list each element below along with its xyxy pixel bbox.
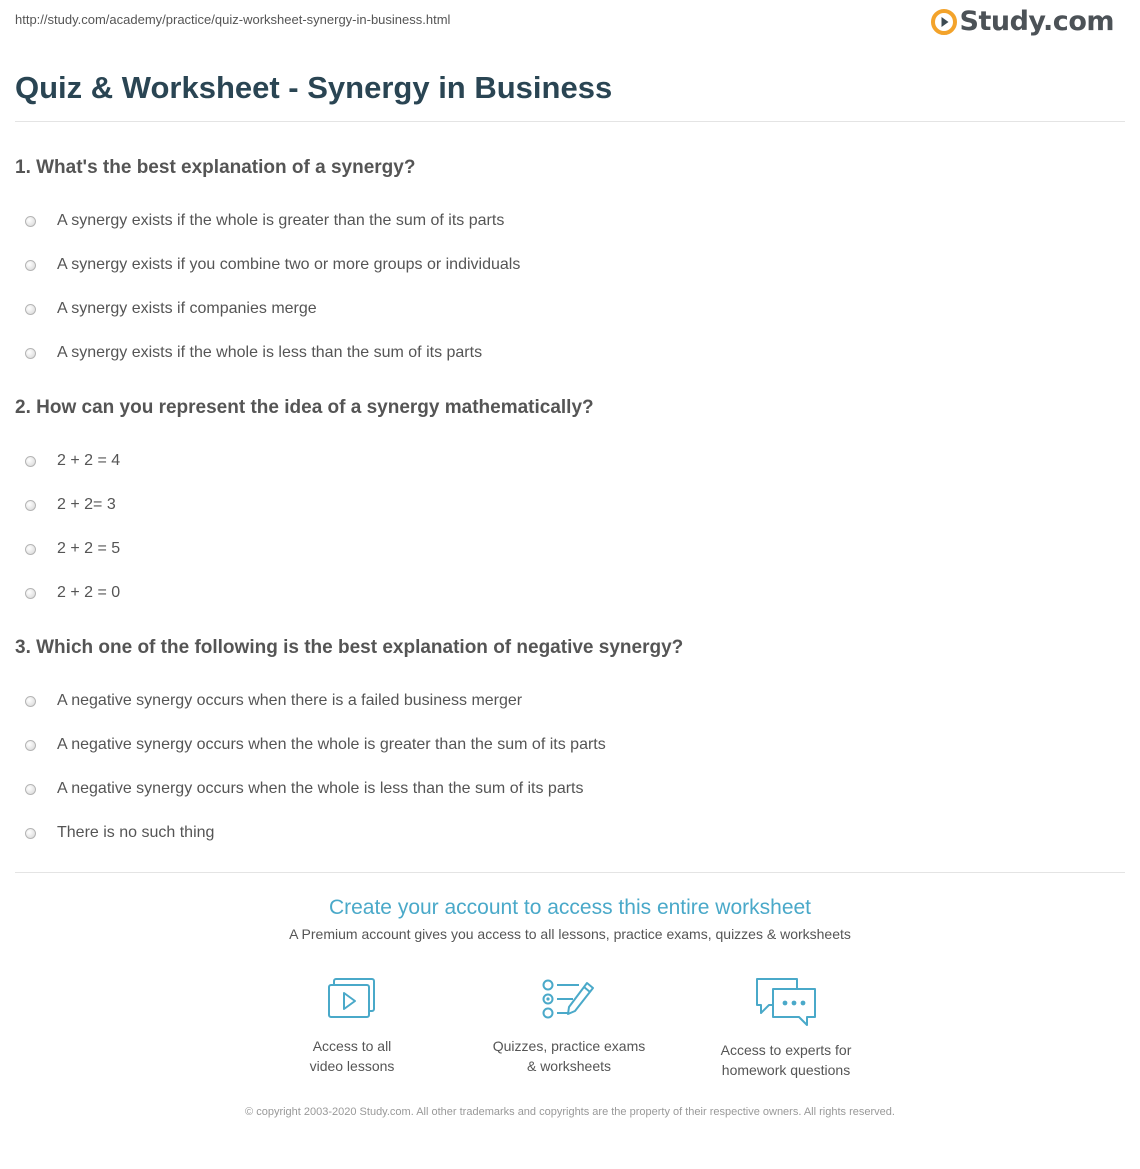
create-account-link[interactable]: Create your account to access this entire worksheet [328,896,812,919]
question-1-title: 1. What's the best explanation of a synergy? [15,157,416,178]
answer-option[interactable] [15,483,1125,527]
radio-button[interactable] [25,348,36,359]
radio-button[interactable] [25,588,36,599]
feature-label [469,1036,669,1076]
quiz-checklist-icon [539,975,599,1023]
answer-label: 2 + 2= 3 [57,496,116,513]
radio-button[interactable] [25,828,36,839]
answer-option[interactable] [15,439,1125,483]
question-3 [15,636,1125,855]
radio-button[interactable] [25,544,36,555]
question-2-options [15,439,1125,615]
answer-label: A synergy exists if you combine two or more groups or individuals [57,256,521,273]
answer-label: There is no such thing [57,824,215,841]
radio-button[interactable] [25,740,36,751]
answer-label: A negative synergy occurs when there is a failed business merger [57,692,523,709]
question-2 [15,396,1125,615]
question-1 [15,156,1125,375]
study-logo-play-icon [931,9,957,35]
answer-label: A synergy exists if the whole is greater than the sum of its parts [57,212,505,229]
answer-option[interactable] [15,723,1125,767]
copyright-notice: © copyright 2003-2020 Study.com. All other trademarks and copyrights are the property of their respective owners. All rights reserved. [245,1106,895,1118]
premium-description: A Premium account gives you access to all lessons, practice exams, quizzes & worksheets [289,926,851,942]
feature-label-line: Access to all [312,1038,392,1054]
radio-button[interactable] [25,784,36,795]
question-1-options [15,199,1125,375]
feature-label [686,1040,886,1080]
feature-experts [686,975,886,1080]
answer-label: A synergy exists if companies merge [57,300,317,317]
expert-chat-icon [753,975,819,1027]
feature-label-line: homework questions [721,1062,851,1078]
radio-button[interactable] [25,696,36,707]
page-url: http://study.com/academy/practice/quiz-worksheet-synergy-in-business.html [15,12,451,27]
answer-label: 2 + 2 = 5 [57,540,121,557]
answer-option[interactable] [15,331,1125,375]
answer-option[interactable] [15,527,1125,571]
feature-label-line: & worksheets [526,1058,612,1074]
answer-option[interactable] [15,287,1125,331]
feature-label-line: Access to experts for [720,1042,852,1058]
radio-button[interactable] [25,304,36,315]
feature-label-line: Quizzes, practice exams [492,1038,646,1054]
answer-option[interactable] [15,243,1125,287]
header-divider [15,121,1125,122]
answer-label: 2 + 2 = 4 [57,452,121,469]
question-2-title: 2. How can you represent the idea of a synergy mathematically? [15,397,594,418]
answer-option[interactable] [15,679,1125,723]
radio-button[interactable] [25,216,36,227]
section-divider [15,872,1125,873]
radio-button[interactable] [25,500,36,511]
feature-video-lessons [252,975,452,1076]
answer-option[interactable] [15,199,1125,243]
radio-button[interactable] [25,456,36,467]
answer-option[interactable] [15,811,1125,855]
video-lessons-icon [324,975,380,1023]
page-title: Quiz & Worksheet - Synergy in Business [15,70,613,105]
answer-option[interactable] [15,571,1125,615]
radio-button[interactable] [25,260,36,271]
feature-quizzes [469,975,669,1076]
question-3-title: 3. Which one of the following is the best explanation of negative synergy? [15,637,684,658]
study-logo[interactable] [931,6,1114,37]
answer-label: A negative synergy occurs when the whole is less than the sum of its parts [57,780,584,797]
question-3-options [15,679,1125,855]
answer-option[interactable] [15,767,1125,811]
feature-label-line: video lessons [309,1058,395,1074]
study-logo-text: Study.com [959,6,1114,37]
answer-label: A negative synergy occurs when the whole is greater than the sum of its parts [57,736,606,753]
feature-label [252,1036,452,1076]
answer-label: 2 + 2 = 0 [57,584,121,601]
answer-label: A synergy exists if the whole is less than the sum of its parts [57,344,483,361]
